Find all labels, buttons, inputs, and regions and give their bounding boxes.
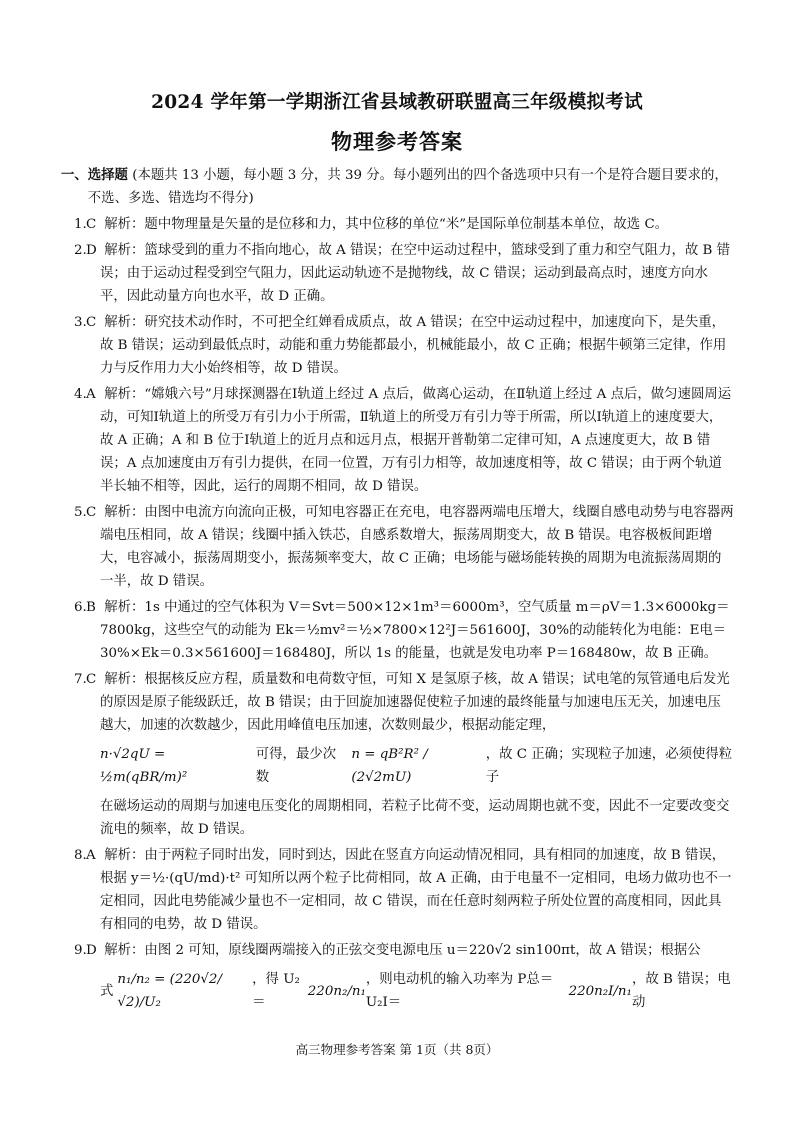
item-key: C — [86, 505, 97, 520]
answer-item-7 — [74, 668, 734, 737]
formula-mid: 可得，最少次数 — [255, 747, 337, 785]
formula-mid1: ，得 U₂＝ — [252, 972, 300, 1010]
formula-ratio: n₁/n₂ = (220√2/√2)/U₂ — [117, 972, 222, 1010]
page-footer: 高三物理参考答案 第 1页（共 8页） — [295, 1042, 499, 1057]
item-key: C — [86, 315, 97, 330]
answer-body — [61, 164, 734, 1020]
section-intro: (本题共 13 小题，每小题 3 分，共 39 分。每小题列出的四个备选项中只有一个是符合题目要求的，不选、多选、错选均不得分) — [87, 168, 728, 206]
formula-p: 220n₂I/n₁ — [568, 983, 632, 999]
item-key: C — [86, 217, 97, 232]
page-subtitle: 物理参考答案 — [331, 129, 463, 154]
item-number: 8. — [74, 848, 87, 863]
formula-prefix: 式 — [100, 983, 114, 999]
item-key: D — [86, 243, 97, 258]
answer-item-3 — [74, 311, 734, 380]
item-number: 1. — [74, 217, 87, 232]
item-text: 解析：研究技术动作时，不可把全红婵看成质点，故 A 错误；在空中运动过程中，加速度向下，是失重，故 B 错误；运动到最低点时，动能和重力势能都最小，机械能最小，故 C 正确；根据牛顿第三定律，作用力与反作用力大小始终相等，故 D 错误。 — [100, 315, 727, 376]
item-key: B — [86, 600, 96, 615]
item-text: 解析：根据核反应方程，质量数和电荷数守恒，可知 X 是氢原子核，故 A 错误；试电笔的氖管通电后发光的原因是原子能级跃迁，故 B 错误；由于回旋加速器促使粒子加速的最终能量与加速电压无关，加速电压越大，加速的次数越少，因此用峰值电压加速，次数则最少，根据动能定理， — [100, 672, 730, 733]
answer-item-8 — [74, 844, 734, 936]
formula-lhs: n·√2qU = ½m(qBR/m)² — [100, 747, 188, 785]
formula-rhs: n = qB²R² / (2√2mU) — [351, 747, 428, 785]
item7-continuation: 在磁场运动的周期与加速电压变化的周期相同，若粒子比荷不变，运动周期也就不变，因此不一定要改变交流电的频率，故 D 错误。 — [100, 799, 730, 837]
item-key: A — [86, 848, 96, 863]
item-text: 解析：由图 2 可知，原线圈两端接入的正弦交变电源电压 u＝220√2 sin100πt，故 A 错误；根据公 — [104, 943, 701, 958]
answer-item-9 — [74, 939, 734, 962]
item-number: 3. — [74, 315, 87, 330]
item-text: 解析：由图中电流方向流向正极，可知电容器正在充电，电容器两端电压增大，线圈自感电动势与电容器两端电压相同，故 A 错误；线圈中插入铁芯，自感系数增大，振荡周期变大，故 B 错误。电容极板间距增大，电容减小，振荡周期变小，振荡频率变大，故 C 正确；电场能与磁场能转换的周期为电流振荡周期的一半，故 D 错误。 — [100, 505, 734, 589]
formula-u2: 220n₂/n₁ — [307, 983, 366, 999]
item-text: 解析：1s 中通过的空气体积为 V＝Svt＝500×12×1m³＝6000m³，空气质量 m＝ρV＝1.3×6000kg＝7800kg，这些空气的动能为 Ek＝½mv²＝½×7800×12²J＝561600J，30%的动能转化为电能：E电＝30%×Ek＝0.3×561600J＝168480J，所以 1s 的能量，也就是发电功率 P＝168480w，故 B 正确。 — [100, 600, 730, 661]
page-title: 2024 学年第一学期浙江省县域教研联盟高三年级模拟考试 — [151, 92, 643, 113]
answer-item-5 — [74, 501, 734, 593]
item-key: D — [86, 943, 97, 958]
item-number: 6. — [74, 600, 87, 615]
item-key: C — [86, 672, 97, 687]
item-number: 7. — [74, 672, 87, 687]
item-text: 解析：篮球受到的重力不指向地心，故 A 错误；在空中运动过程中，篮球受到了重力和空气阻力，故 B 错误；由于运动过程受到空气阻力，因此运动轨迹不是抛物线，故 C 错误；运动到最高点时，速度方向水平，因此动量方向也水平，故 D 正确。 — [100, 243, 730, 304]
item-key: A — [86, 387, 96, 402]
answer-item-1 — [74, 213, 734, 236]
item-number: 4. — [74, 387, 87, 402]
formula-tail: ，故 B 错误；电动 — [631, 972, 731, 1010]
item-number: 2. — [74, 243, 87, 258]
formula-mid2: ，则电动机的输入功率为 P总＝U₂I＝ — [365, 972, 554, 1010]
item-text: 解析：由于两粒子同时出发，同时到达，因此在竖直方向运动情况相同，具有相同的加速度，故 B 错误，根据 y＝½·(qU/md)·t² 可知所以两个粒子比荷相同，故 A 正确，由于电量不一定相同，电场力做功也不一定相同，因此电势能减少量也不一定相同，故 C 错误，而在任意时刻两粒子所处位置的高度相同，因此具有相同的电势，故 D 错误。 — [100, 848, 732, 932]
item9-formula — [100, 968, 734, 1014]
answer-item-2 — [74, 239, 734, 308]
formula-tail: ，故 C 正确；实现粒子加速，必须使得粒子 — [485, 747, 733, 785]
item-text: 解析：题中物理量是矢量的是位移和力，其中位移的单位“米”是国际单位制基本单位，故选 C。 — [104, 217, 669, 232]
section-label: 一、选择题 — [61, 167, 128, 183]
answer-item-6 — [74, 596, 734, 665]
answer-item-4 — [74, 383, 734, 498]
item-number: 9. — [74, 943, 87, 958]
section-heading — [61, 164, 734, 210]
item7-formula — [100, 743, 734, 789]
item-text: 解析：“嫦娥六号”月球探测器在Ⅰ轨道上经过 A 点后，做离心运动，在Ⅱ轨道上经过 A 点后，做匀速圆周运动，可知Ⅰ轨道上的所受万有引力小于所需，Ⅱ轨道上的所受万有引力等于所需，所以Ⅰ轨道上的速度要大，故 A 正确；A 和 B 位于Ⅰ轨道上的近月点和远月点，根据开普勒第二定律可知，A 点速度更大，故 B 错误；A 点加速度由万有引力提供，在同一位置，万有引力相等，故加速度相等，故 C 错误；由于两个轨道半长轴不相等，因此，运行的周期不相同，故 D 错误。 — [100, 387, 732, 494]
item-number: 5. — [74, 505, 87, 520]
